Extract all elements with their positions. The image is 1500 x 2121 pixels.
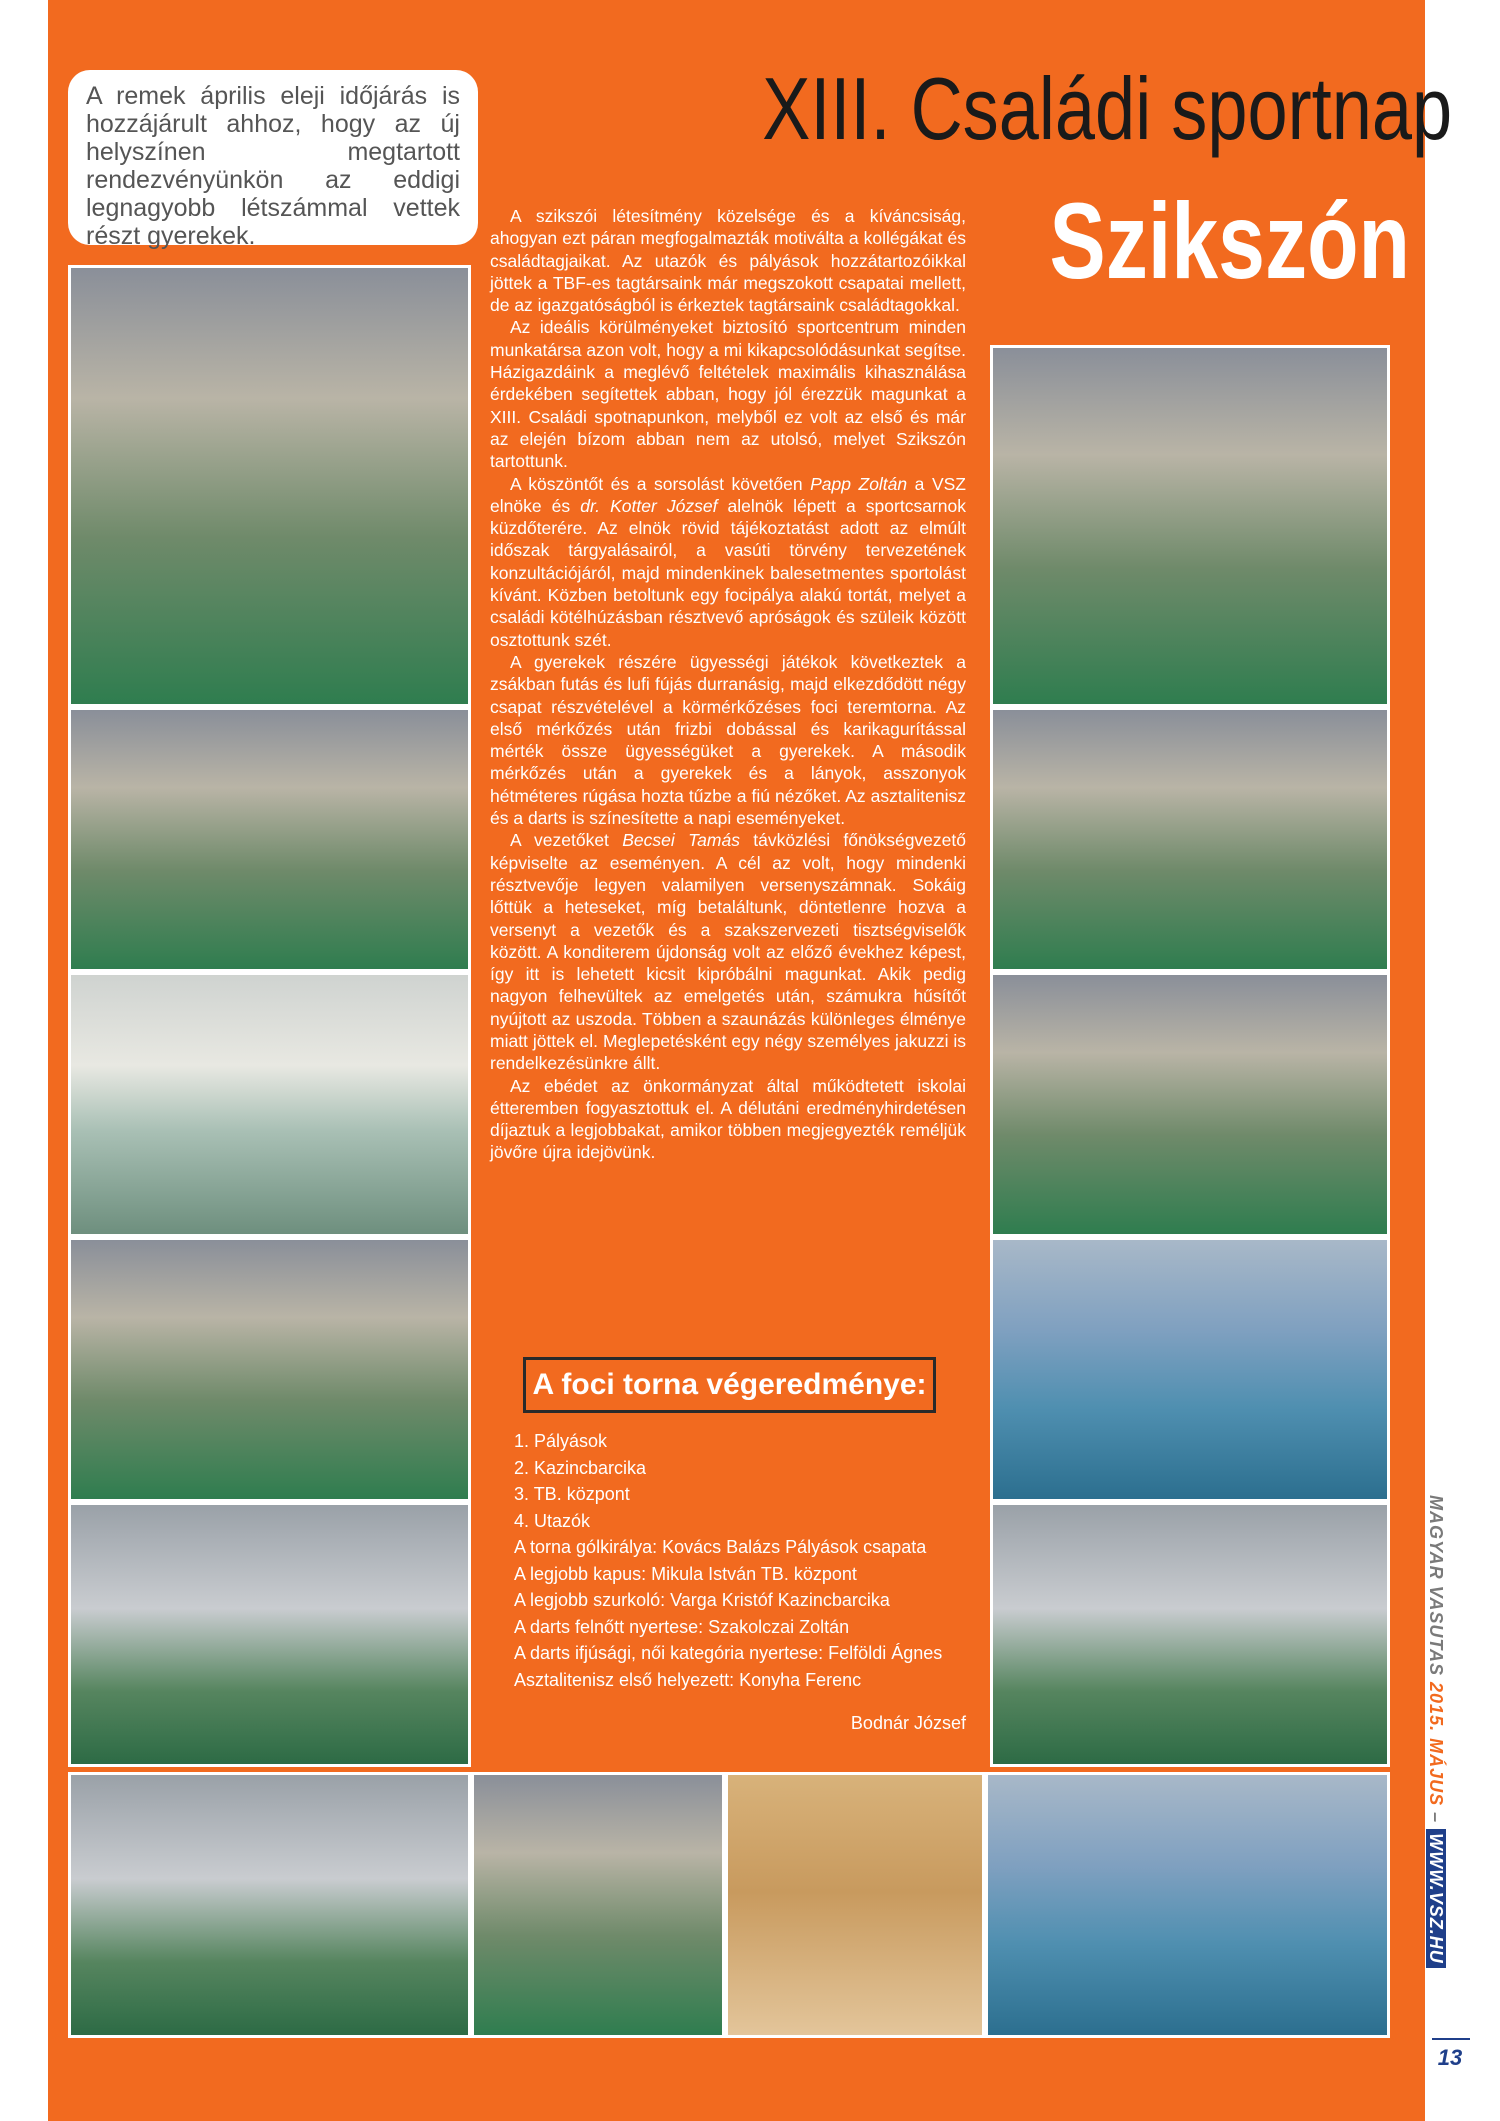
issue-date: 2015. MÁJUS [1426, 1682, 1446, 1807]
page-subtitle: Szikszón [1049, 180, 1410, 301]
photo-jacuzzi [68, 972, 471, 1237]
results-item: A darts felnőtt nyertese: Szakolczai Zoltán [514, 1616, 850, 1637]
article-paragraph: A gyerekek részére ügyességi játékok következtek a zsákban futás és lufi fújás durranásig, majd elkezdődött négy csapat részvételével a körmérkőzéses foci teremtorna. Az első mérkőzés után frizbi dobással és karikagurítással mérték össze ügyességüket a gyerekek. A második mérkőzés után a gyerekek és a lányok, asszonyok hétméteres rúgása hozta tűzbe a fiú nézőket. Az asztalitenisz és a darts is színesítette a napi eseményeket. [490, 651, 966, 829]
photo-balloon [990, 1237, 1390, 1502]
results-item: A legjobb kapus: Mikula István TB. központ [514, 1563, 857, 1584]
photo-team-2 [990, 1502, 1390, 1767]
results-item: A darts ifjúsági, női kategória nyertese: Felföldi Ágnes [514, 1643, 943, 1663]
photo-speakers [990, 972, 1390, 1237]
article-paragraph: Az ideális körülményeket biztosító sportcentrum minden munkatársa azon volt, hogy a mi kikapcsolódásunkat segítse. Házigazdáink a meglévő feltételek maximális kihasználása érdekében segítettek abban, hogy jól érezzük magunkat a XIII. Családi spotnapunkon, melyből ez volt az első és már az elején bízom abban nem az utolsó, melyet Szikszón tartottunk. [490, 317, 966, 472]
photo-tug-of-war [68, 1237, 471, 1502]
photo-cake-cart [990, 345, 1390, 707]
person-name: Becsei Tamás [622, 830, 740, 851]
magazine-sidebar [1426, 1495, 1459, 2035]
results-heading: A foci torna végeredménye: [523, 1357, 936, 1413]
magazine-name: MAGYAR VASUTAS [1426, 1495, 1446, 1677]
results-list [514, 1428, 984, 1693]
page-title: XIII. Családi sportnap [762, 59, 1453, 158]
results-item: A torna gólkirálya: Kovács Balázs Pályások csapata [514, 1537, 927, 1557]
article-paragraph: Az ebédet az önkormányzat által működtetett iskolai étteremben fogyasztottuk el. A délutáni eredményhirdetésen díjaztuk a legjobbakat, amikor többen megjegyezték reméljük jövőre újra idejövünk. [490, 1075, 966, 1163]
article-paragraph: A köszöntőt és a sorsolást követően Papp Zoltán a VSZ elnöke és dr. Kotter József alelnök lépett a sportcsarnok küzdőterére. Az elnök rövid tájékoztatást adott az elmúlt időszak tárgyalásairól, a vasúti törvény tervezetének konzultációjáról, majd mindenkinek balesetmentes sportolást kívánt. Közben betoltunk egy focipálya alakú tortát, melyet a családi kötélhúzásban résztvevő apróságok és szüleik között osztottunk szét. [490, 473, 966, 650]
article-paragraph: A szikszói létesítmény közelsége és a kíváncsiság, ahogyan ezt páran megfogalmazták motiválta a kollégákat és családtagjaikat. Az utazók és pályások hozzátartozóikkal jöttek a TBF-es tagtársaink már megszokott csapatai mellett, de az igazgatóságból is érkeztek tagtársaink családtagokkal. [490, 206, 966, 316]
photo-swimming-pool [985, 1772, 1390, 2038]
article-paragraph: A vezetőket Becsei Tamás távközlési főnökségvezető képviselte az eseményen. A cél az volt, hogy mindenki résztvevője legyen valamilyen versenyszámnak. Sokáig lőttük a heteseket, míg betaláltunk, döntetlenre hozva a versenyt a vezetők és a szakszervezeti tisztségviselők között. A konditerem újdonság volt az előző évekhez képest, így itt is lehetett kicsit kipróbálni magunkat. Akik pedig nagyon felhevültek az emelgetés után, számukra hűsítőt nyújtott az uszoda. Többen a szaunázás különleges élménye miatt jöttek el. Meglepetésként egy négy személyes jakuzzi is rendelkezésünkre állt. [490, 830, 966, 1074]
author: Bodnár József [850, 1713, 966, 1733]
divider [1432, 2038, 1470, 2040]
photo-cake-cutting [68, 265, 471, 707]
results-item: 1. Pályások [514, 1431, 608, 1451]
photo-spectators [990, 707, 1390, 972]
intro-quote: A remek április eleji időjárás is hozzájárult ahhoz, hogy az új helyszínen megtartott rendezvényünkön az eddigi legnagyobb létszámmal vettek részt gyerekek. [68, 70, 478, 245]
results-item: 3. TB. központ [514, 1484, 630, 1504]
results-item: 2. Kazincbarcika [514, 1457, 647, 1478]
results-item: Asztalitenisz első helyezett: Konyha Ferenc [514, 1669, 862, 1690]
photo-team-3 [68, 1772, 471, 2038]
page-number: 13 [1437, 2045, 1463, 2070]
photo-sauna [725, 1772, 985, 2038]
results-item: A legjobb szurkoló: Varga Kristóf Kazincbarcika [514, 1590, 890, 1610]
results-item: 4. Utazók [514, 1510, 591, 1531]
photo-audience [68, 707, 471, 972]
separator: – [1426, 1806, 1446, 1830]
person-name: Papp Zoltán [810, 473, 908, 494]
photo-football-play [471, 1772, 725, 2038]
website-link[interactable]: WWW.VSZ.HU [1426, 1829, 1446, 1968]
photo-team-1 [68, 1502, 471, 1767]
person-name: dr. Kotter József [580, 495, 718, 516]
article-body [490, 205, 966, 1164]
